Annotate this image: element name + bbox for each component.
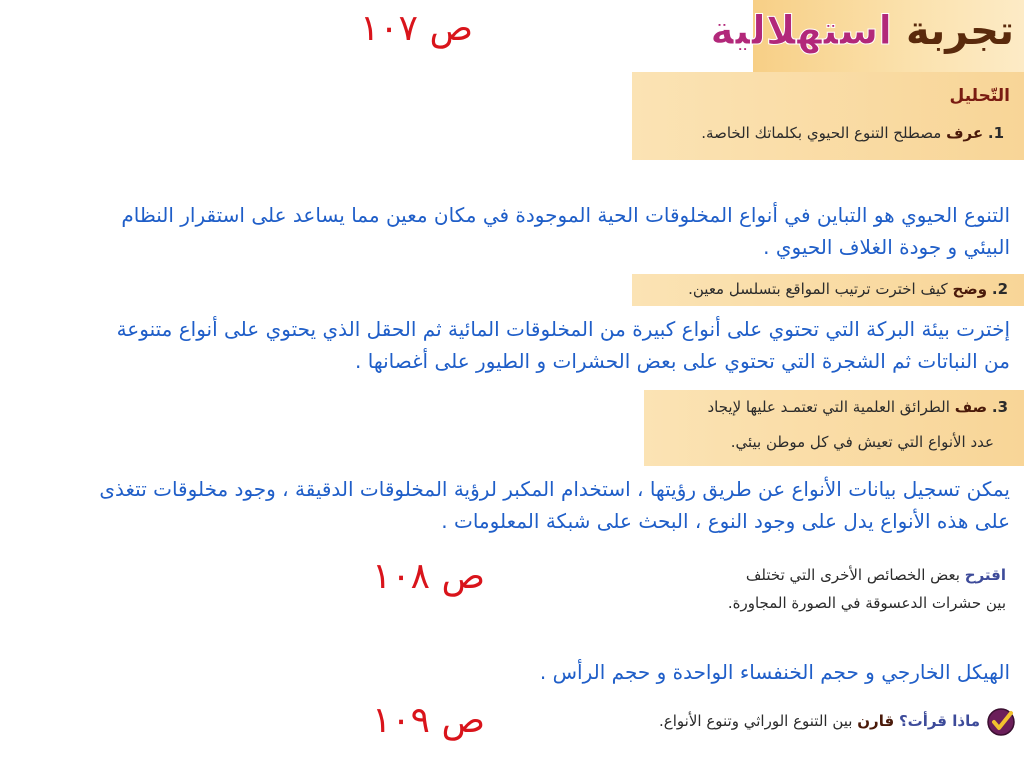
question-2-text: كيف اخترت ترتيب المواقع بتسلسل معين. <box>688 280 948 298</box>
banner-title <box>710 8 1014 54</box>
question-1-number: 1. <box>987 124 1004 142</box>
answer-3-line2: على هذه الأنواع يدل على وجود النوع ، البحث على شبكة المعلومات . <box>441 509 1010 533</box>
question-2-number: 2. <box>991 280 1008 298</box>
question-1-keyword: عرف <box>946 124 984 142</box>
banner-title-part1: تجربة <box>905 8 1014 54</box>
answer-2 <box>20 313 1010 377</box>
banner-title-part2: استهلالية <box>710 8 893 54</box>
page-number-108: ص ١٠٨ <box>372 556 485 597</box>
answer-3-line1: يمكن تسجيل بيانات الأنواع عن طريق رؤيتها ، استخدام المكبر لرؤية المخلوقات الدقيقة ، وجود مخلوقات تتغذى <box>99 477 1010 501</box>
page-number-107: ص ١٠٧ <box>360 8 473 49</box>
answer-1-line2: البيئي و جودة الغلاف الحيوي . <box>763 235 1010 259</box>
reading-check-keyword: قارن <box>857 712 895 730</box>
answer-2-line2: من النباتات ثم الشجرة التي تحتوي على بعض الحشرات و الطيور على أغصانها . <box>355 349 1010 373</box>
question-2-keyword: وضح <box>952 280 988 298</box>
suggest-text-line1: بعض الخصائص الأخرى التي تختلف <box>745 566 960 584</box>
reading-check-label: ماذا قرأت؟ <box>898 712 980 730</box>
question-3-text-line2: عدد الأنواع التي تعيش في كل موطن بيئي. <box>730 433 994 451</box>
page-number-109: ص ١٠٩ <box>372 700 485 741</box>
reading-check <box>659 712 980 730</box>
reading-check-text: بين التنوع الوراثي وتنوع الأنواع. <box>659 712 853 730</box>
suggest-question-line1 <box>746 566 1006 584</box>
question-1 <box>701 124 1004 142</box>
question-1-text: مصطلح التنوع الحيوي بكلماتك الخاصة. <box>701 124 942 142</box>
question-2 <box>688 280 1008 298</box>
suggest-keyword: اقترح <box>964 566 1006 584</box>
suggest-answer: الهيكل الخارجي و حجم الخنفساء الواحدة و حجم الرأس . <box>539 660 1010 684</box>
question-3-text-line1: الطرائق العلمية التي تعتمـد عليها لإيجاد <box>707 398 950 416</box>
question-3-line1 <box>708 398 1009 416</box>
answer-1-line1: التنوع الحيوي هو التباين في أنواع المخلوقات الحية الموجودة في مكان معين مما يساعد على استقرار النظام <box>121 203 1010 227</box>
header-banner <box>710 0 1024 72</box>
answer-2-line1: إخترت بيئة البركة التي تحتوي على أنواع كبيرة من المخلوقات المائية ثم الحقل الذي يحتوي على أنواع متنوعة <box>116 317 1010 341</box>
question-3-keyword: صف <box>954 398 988 416</box>
question-3-number: 3. <box>991 398 1008 416</box>
suggest-text-line2: بين حشرات الدعسوقة في الصورة المجاورة. <box>727 594 1006 612</box>
checkmark-circle-icon <box>986 707 1016 737</box>
section-label: التّحليل <box>949 86 1010 106</box>
answer-1 <box>20 199 1010 263</box>
answer-3 <box>10 473 1010 537</box>
